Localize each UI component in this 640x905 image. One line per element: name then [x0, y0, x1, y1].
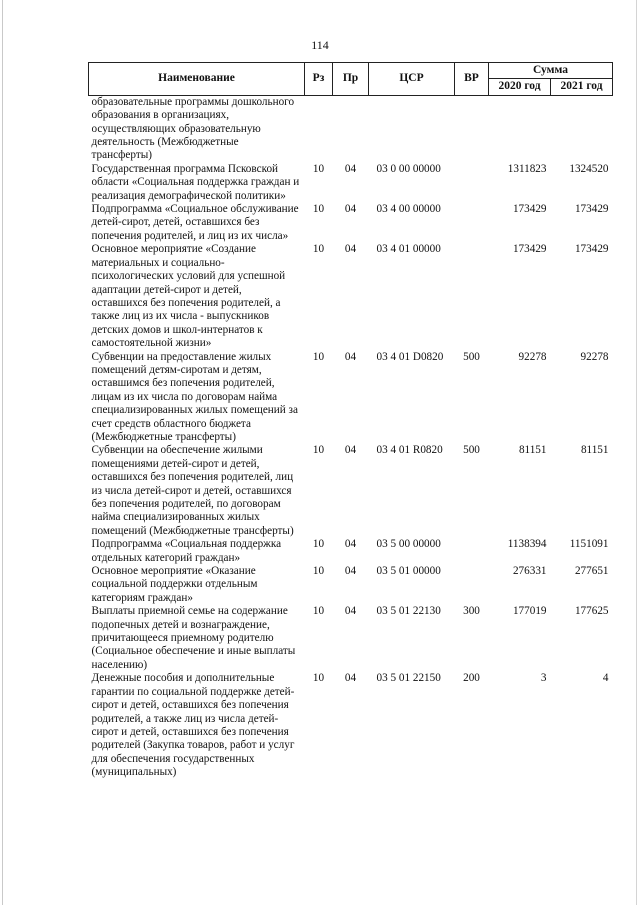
- cell-rz: 10: [312, 565, 325, 578]
- cell-name: Выплаты приемной семье на содержание подопечных детей и вознаграждение, причитающееся приемному родителю (Социальное обеспечение и иные выплаты населению): [91, 605, 296, 671]
- cell-sum-2021: 177625: [574, 605, 609, 618]
- cell-name: Подпрограмма «Социальное обслуживание детей-сирот, детей, оставшихся без попечения родителей, и лиц из их числа»: [91, 203, 299, 242]
- cell-sum-2021: 92278: [580, 350, 609, 363]
- cell-sum-2020: 92278: [518, 350, 547, 363]
- cell-sum-2021: [551, 95, 613, 163]
- cell-name: Субвенции на обеспечение жилыми помещениями детей-сирот и детей, оставшихся без попечения родителей, лиц из числа детей-сирот и детей, оставшихся без попечения родителей, по договорам найма специализированных жилых помещений (Межбюджетные трансферты): [91, 444, 294, 537]
- cell-csr: 03 4 01 R0820: [376, 444, 443, 457]
- cell-csr: 03 4 00 00000: [376, 203, 441, 216]
- cell-csr: 03 0 00 00000: [376, 162, 441, 175]
- cell-vr: [455, 538, 489, 565]
- cell-sum-2020: 173429: [512, 203, 547, 216]
- cell-sum-2020: 3: [540, 672, 547, 685]
- table-row: [89, 351, 613, 445]
- cell-pr: 04: [344, 565, 357, 578]
- cell-sum-2020: 81151: [518, 444, 547, 457]
- cell-rz: 10: [312, 672, 325, 685]
- cell-sum-2021: 81151: [580, 444, 609, 457]
- header-year-2020: 2020 год: [489, 79, 551, 95]
- cell-pr: 04: [344, 243, 357, 256]
- table-row: [89, 605, 613, 672]
- cell-sum-2020: 173429: [512, 243, 547, 256]
- scan-edge-left: [2, 0, 3, 905]
- cell-vr: [455, 565, 489, 605]
- cell-name: Денежные пособия и дополнительные гарантии по социальной поддержке детей-сирот и детей, оставшихся без попечения родителей, а также лиц из числа детей-сирот и детей, оставшихся без попечения родителей (Закупка товаров, работ и услуг для обеспечения государственных (муниципальных): [91, 672, 295, 779]
- table-row: [89, 203, 613, 243]
- table-body: [89, 95, 613, 779]
- cell-vr: 300: [463, 605, 480, 618]
- cell-sum-2020: 177019: [512, 605, 547, 618]
- header-csr: ЦСР: [369, 63, 455, 96]
- cell-vr: [455, 95, 489, 163]
- cell-sum-2020: [489, 95, 551, 163]
- cell-vr: [455, 163, 489, 203]
- cell-rz: 10: [312, 538, 325, 551]
- cell-sum-2021: 173429: [574, 203, 609, 216]
- header-year-2021: 2021 год: [551, 79, 613, 95]
- table-row: [89, 95, 613, 163]
- cell-pr: 04: [344, 350, 357, 363]
- cell-vr: 200: [463, 672, 480, 685]
- cell-name: Субвенции на предоставление жилых помещений детям-сиротам и детям, оставшимся без попечения родителей, лицам из их числа по договорам найма специализированных жилых помещений за счет средств областного бюджета (Межбюджетные трансферты): [91, 350, 298, 443]
- cell-rz: 10: [312, 444, 325, 457]
- page-number: 114: [311, 38, 329, 52]
- cell-csr: 03 5 01 00000: [376, 565, 441, 578]
- cell-sum-2021: 1151091: [569, 538, 609, 551]
- cell-name: образовательные программы дошкольного образования в организациях, осуществляющих образовательную деятельность (Межбюджетные трансферты): [91, 95, 295, 162]
- cell-csr: [369, 95, 455, 163]
- cell-name: Основное мероприятие «Оказание социальной поддержки отдельным категориям граждан»: [91, 565, 258, 604]
- cell-rz: 10: [312, 605, 325, 618]
- cell-vr: 500: [463, 350, 480, 363]
- cell-pr: 04: [344, 444, 357, 457]
- cell-pr: [333, 95, 369, 163]
- table-row: [89, 672, 613, 779]
- cell-rz: 10: [312, 243, 325, 256]
- table-header: [89, 63, 613, 96]
- cell-csr: 03 5 00 00000: [376, 538, 441, 551]
- cell-pr: 04: [344, 162, 357, 175]
- cell-pr: 04: [344, 605, 357, 618]
- cell-pr: 04: [344, 672, 357, 685]
- header-pr: Пр: [333, 63, 369, 96]
- budget-table: [88, 62, 613, 780]
- cell-name: Основное мероприятие «Создание материальных и социально-психологических условий для успешной адаптации детей-сирот и детей, оставшихся без попечения родителей, а также лиц из их числа - выпускников детских домов и школ-интернатов к самостоятельной жизни»: [91, 243, 286, 350]
- table-row: [89, 538, 613, 565]
- cell-name: Подпрограмма «Социальная поддержка отдельных категорий граждан»: [91, 538, 282, 564]
- table-row: [89, 243, 613, 350]
- cell-sum-2020: 276331: [512, 565, 547, 578]
- cell-csr: 03 5 01 22150: [376, 672, 441, 685]
- cell-name: Государственная программа Псковской области «Социальная поддержка граждан и реализация демографической политики»: [91, 162, 300, 202]
- cell-sum-2020: 1138394: [507, 538, 547, 551]
- header-sum: Сумма: [489, 63, 613, 79]
- cell-vr: [455, 243, 489, 350]
- cell-sum-2021: 4: [602, 672, 609, 685]
- cell-rz: 10: [312, 203, 325, 216]
- cell-csr: 03 4 01 00000: [376, 243, 441, 256]
- cell-rz: 10: [312, 162, 325, 175]
- cell-rz: [305, 95, 333, 163]
- cell-rz: 10: [312, 350, 325, 363]
- header-rz: Рз: [305, 63, 333, 96]
- cell-pr: 04: [344, 538, 357, 551]
- scan-edge-right: [636, 0, 637, 905]
- cell-sum-2021: 173429: [574, 243, 609, 256]
- cell-sum-2020: 1311823: [507, 162, 547, 175]
- header-name: Наименование: [89, 63, 305, 96]
- cell-pr: 04: [344, 203, 357, 216]
- cell-csr: 03 4 01 D0820: [376, 350, 444, 363]
- table-row: [89, 444, 613, 538]
- table-row: [89, 163, 613, 203]
- cell-csr: 03 5 01 22130: [376, 605, 441, 618]
- cell-vr: [455, 203, 489, 243]
- cell-sum-2021: 1324520: [569, 162, 609, 175]
- table-row: [89, 565, 613, 605]
- cell-sum-2021: 277651: [574, 565, 609, 578]
- cell-vr: 500: [463, 444, 480, 457]
- header-vr: ВР: [455, 63, 489, 96]
